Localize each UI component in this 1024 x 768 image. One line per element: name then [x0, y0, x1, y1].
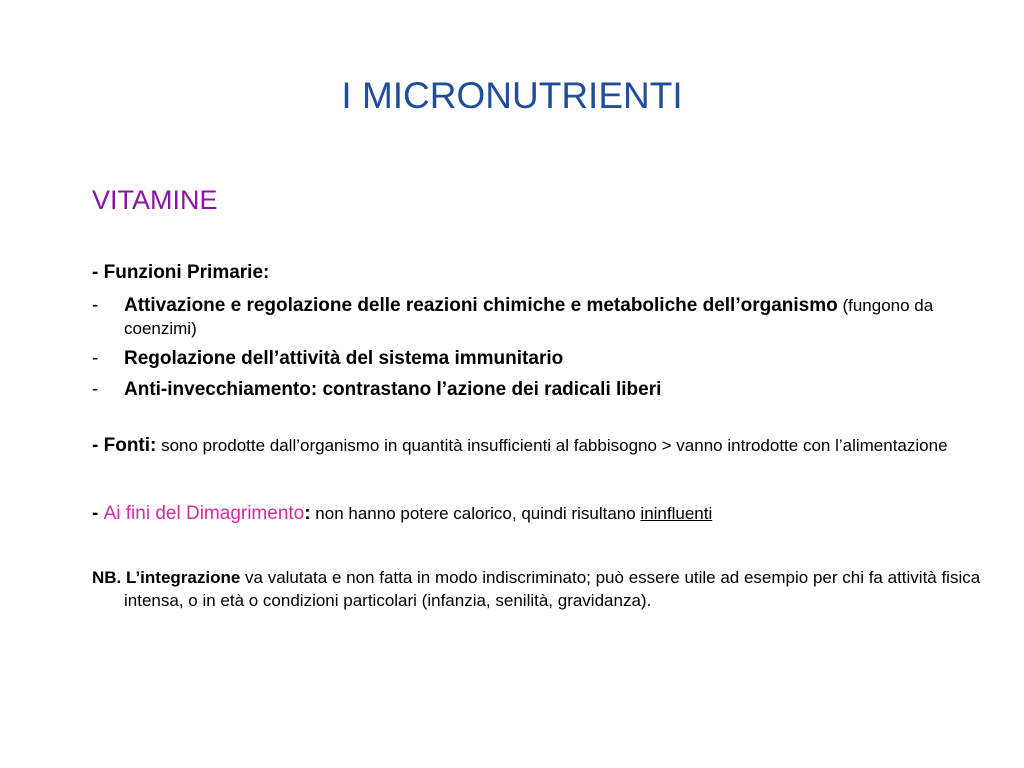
sources-paragraph	[92, 434, 1024, 457]
note-text: va valutata e non fatta in modo indiscriminato; può essere utile ad esempio per chi fa attività fisica intensa, o in età o condizioni particolari (infanzia, senilità, gravidanza).	[124, 568, 981, 610]
note-label: NB. L’integrazione	[92, 568, 241, 587]
slimming-underlined-word: ininfluenti	[640, 504, 713, 523]
bullet-text-bold: Regolazione dell’attività del sistema immunitario	[124, 348, 564, 369]
functions-list	[92, 294, 992, 401]
slimming-paragraph	[92, 502, 992, 525]
bullet-dash: -	[92, 348, 99, 369]
section-subtitle: VITAMINE	[92, 185, 218, 215]
bullet-text-bold: Attivazione e regolazione delle reazioni chimiche e metaboliche dell’organismo	[124, 295, 838, 316]
note-paragraph	[92, 566, 1014, 612]
slide-title: I MICRONUTRIENTI	[341, 75, 683, 116]
slimming-prefix: -	[92, 503, 104, 524]
list-item	[92, 378, 992, 401]
sources-label: - Fonti:	[92, 435, 157, 456]
bullet-text-normal: (fungono da coenzimi)	[124, 296, 934, 338]
slimming-text: non hanno potere calorico, quindi risultano	[310, 504, 641, 523]
list-item	[92, 294, 992, 340]
sources-text: sono prodotte dall’organismo in quantità insufficienti al fabbisogno > vanno introdotte con l’alimentazione	[156, 436, 948, 455]
list-item	[92, 347, 992, 370]
slimming-colon: :	[304, 503, 311, 524]
bullet-dash: -	[92, 379, 99, 400]
slimming-label: Ai fini del Dimagrimento	[103, 503, 305, 524]
functions-heading: - Funzioni Primarie:	[92, 262, 270, 283]
bullet-dash: -	[92, 295, 99, 316]
bullet-text-bold: Anti-invecchiamento: contrastano l’azione dei radicali liberi	[124, 379, 662, 400]
